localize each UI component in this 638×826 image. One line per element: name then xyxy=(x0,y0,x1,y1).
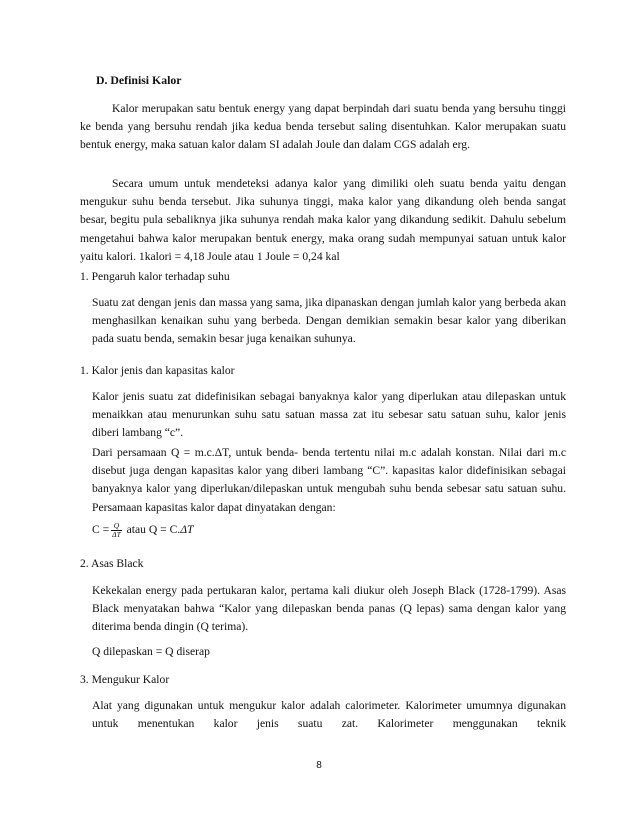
section-1-title: 1. Pengaruh kalor terhadap suhu xyxy=(80,270,230,283)
section-4-body xyxy=(92,697,566,733)
formula-denominator: ΔT xyxy=(112,530,121,539)
section-2-title: 1. Kalor jenis dan kapasitas kalor xyxy=(80,364,235,377)
formula-middle: atau Q = C. xyxy=(123,523,181,537)
formula-fraction xyxy=(111,522,122,539)
intro-paragraph-2-block xyxy=(80,175,566,266)
section-3-body xyxy=(92,582,566,637)
section-2-body-2 xyxy=(92,444,566,517)
section-4-title: 3. Mengukur Kalor xyxy=(80,673,170,686)
capacity-formula xyxy=(92,522,566,539)
formula-lhs: C = xyxy=(92,523,110,537)
section-heading-definisi-kalor: D. Definisi Kalor xyxy=(96,73,182,87)
intro-paragraph-1-block xyxy=(80,100,566,155)
section-3-equation: Q dilepaskan = Q diserap xyxy=(92,645,210,658)
section-1-paragraph: Suatu zat dengan jenis dan massa yang sama, jika dipanaskan dengan jumlah kalor yang berbeda akan menghasilkan kenaikan suhu yang berbeda. Dengan demikian semakin besar kalor yang diberikan pada suatu benda, semakin besar juga kenaikan suhunya. xyxy=(92,296,566,346)
section-3-paragraph: Kekekalan energy pada pertukaran kalor, pertama kali diukur oleh Joseph Black (1728-1799). Asas Black menyatakan bahwa “Kalor yang dilepaskan benda panas (Q lepas) sama dengan kalor yang diterima benda dingin (Q terima). xyxy=(92,584,566,634)
section-2-paragraph-2: Dari persamaan Q = m.c.ΔT, untuk benda- benda tertentu nilai m.c adalah konstan. Nilai dari m.c disebut juga dengan kapasitas kalor yang diberi lambang “C”. kapasitas kalor didefinisikan sebagai banyaknya kalor yang diperlukan/dilepaskan untuk mengubah suhu benda sebesar satu satuan suhu. Persamaan kapasitas kalor dapat dinyatakan dengan: xyxy=(92,446,566,514)
intro-paragraph-2: Secara umum untuk mendeteksi adanya kalor yang dimiliki oleh suatu benda yaitu dengan mengukur suhu benda tersebut. Jika suhunya tinggi, maka kalor yang dikandung oleh benda sangat besar, begitu pula sebaliknya jika suhunya rendah maka kalor yang dikandung sedikit. Dahulu sebelum mengetahui bahwa kalor merupakan bentuk energy, maka orang sudah mempunyai satuan untuk kalor yaitu kalori. 1kalori = 4,18 Joule atau 1 Joule = 0,24 kal xyxy=(80,177,566,263)
formula-tail: ΔT xyxy=(180,523,194,537)
section-2-body-1 xyxy=(92,388,566,443)
section-2-paragraph-1: Kalor jenis suatu zat didefinisikan sebagai banyaknya kalor yang diperlukan atau dilepaskan untuk menaikkan atau menurunkan suhu satu satuan massa zat itu sebesar satu satuan suhu, kalor jenis diberi lambang “c”. xyxy=(92,390,566,440)
section-3-title: 2. Asas Black xyxy=(80,557,144,570)
page-number: 8 xyxy=(316,760,322,771)
formula-numerator: Q xyxy=(111,522,122,531)
intro-paragraph-1: Kalor merupakan satu bentuk energy yang dapat berpindah dari suatu benda yang bersuhu tinggi ke benda yang bersuhu rendah jika kedua benda tersebut saling disentuhkan. Kalor merupakan suatu bentuk energy, maka satuan kalor dalam SI adalah Joule dan dalam CGS adalah erg. xyxy=(80,102,566,152)
section-4-paragraph: Alat yang digunakan untuk mengukur kalor adalah calorimeter. Kalorimeter umumnya digunakan untuk menentukan kalor jenis suatu zat. Kalorimeter menggunakan teknik xyxy=(92,699,566,731)
section-1-body xyxy=(92,294,566,349)
